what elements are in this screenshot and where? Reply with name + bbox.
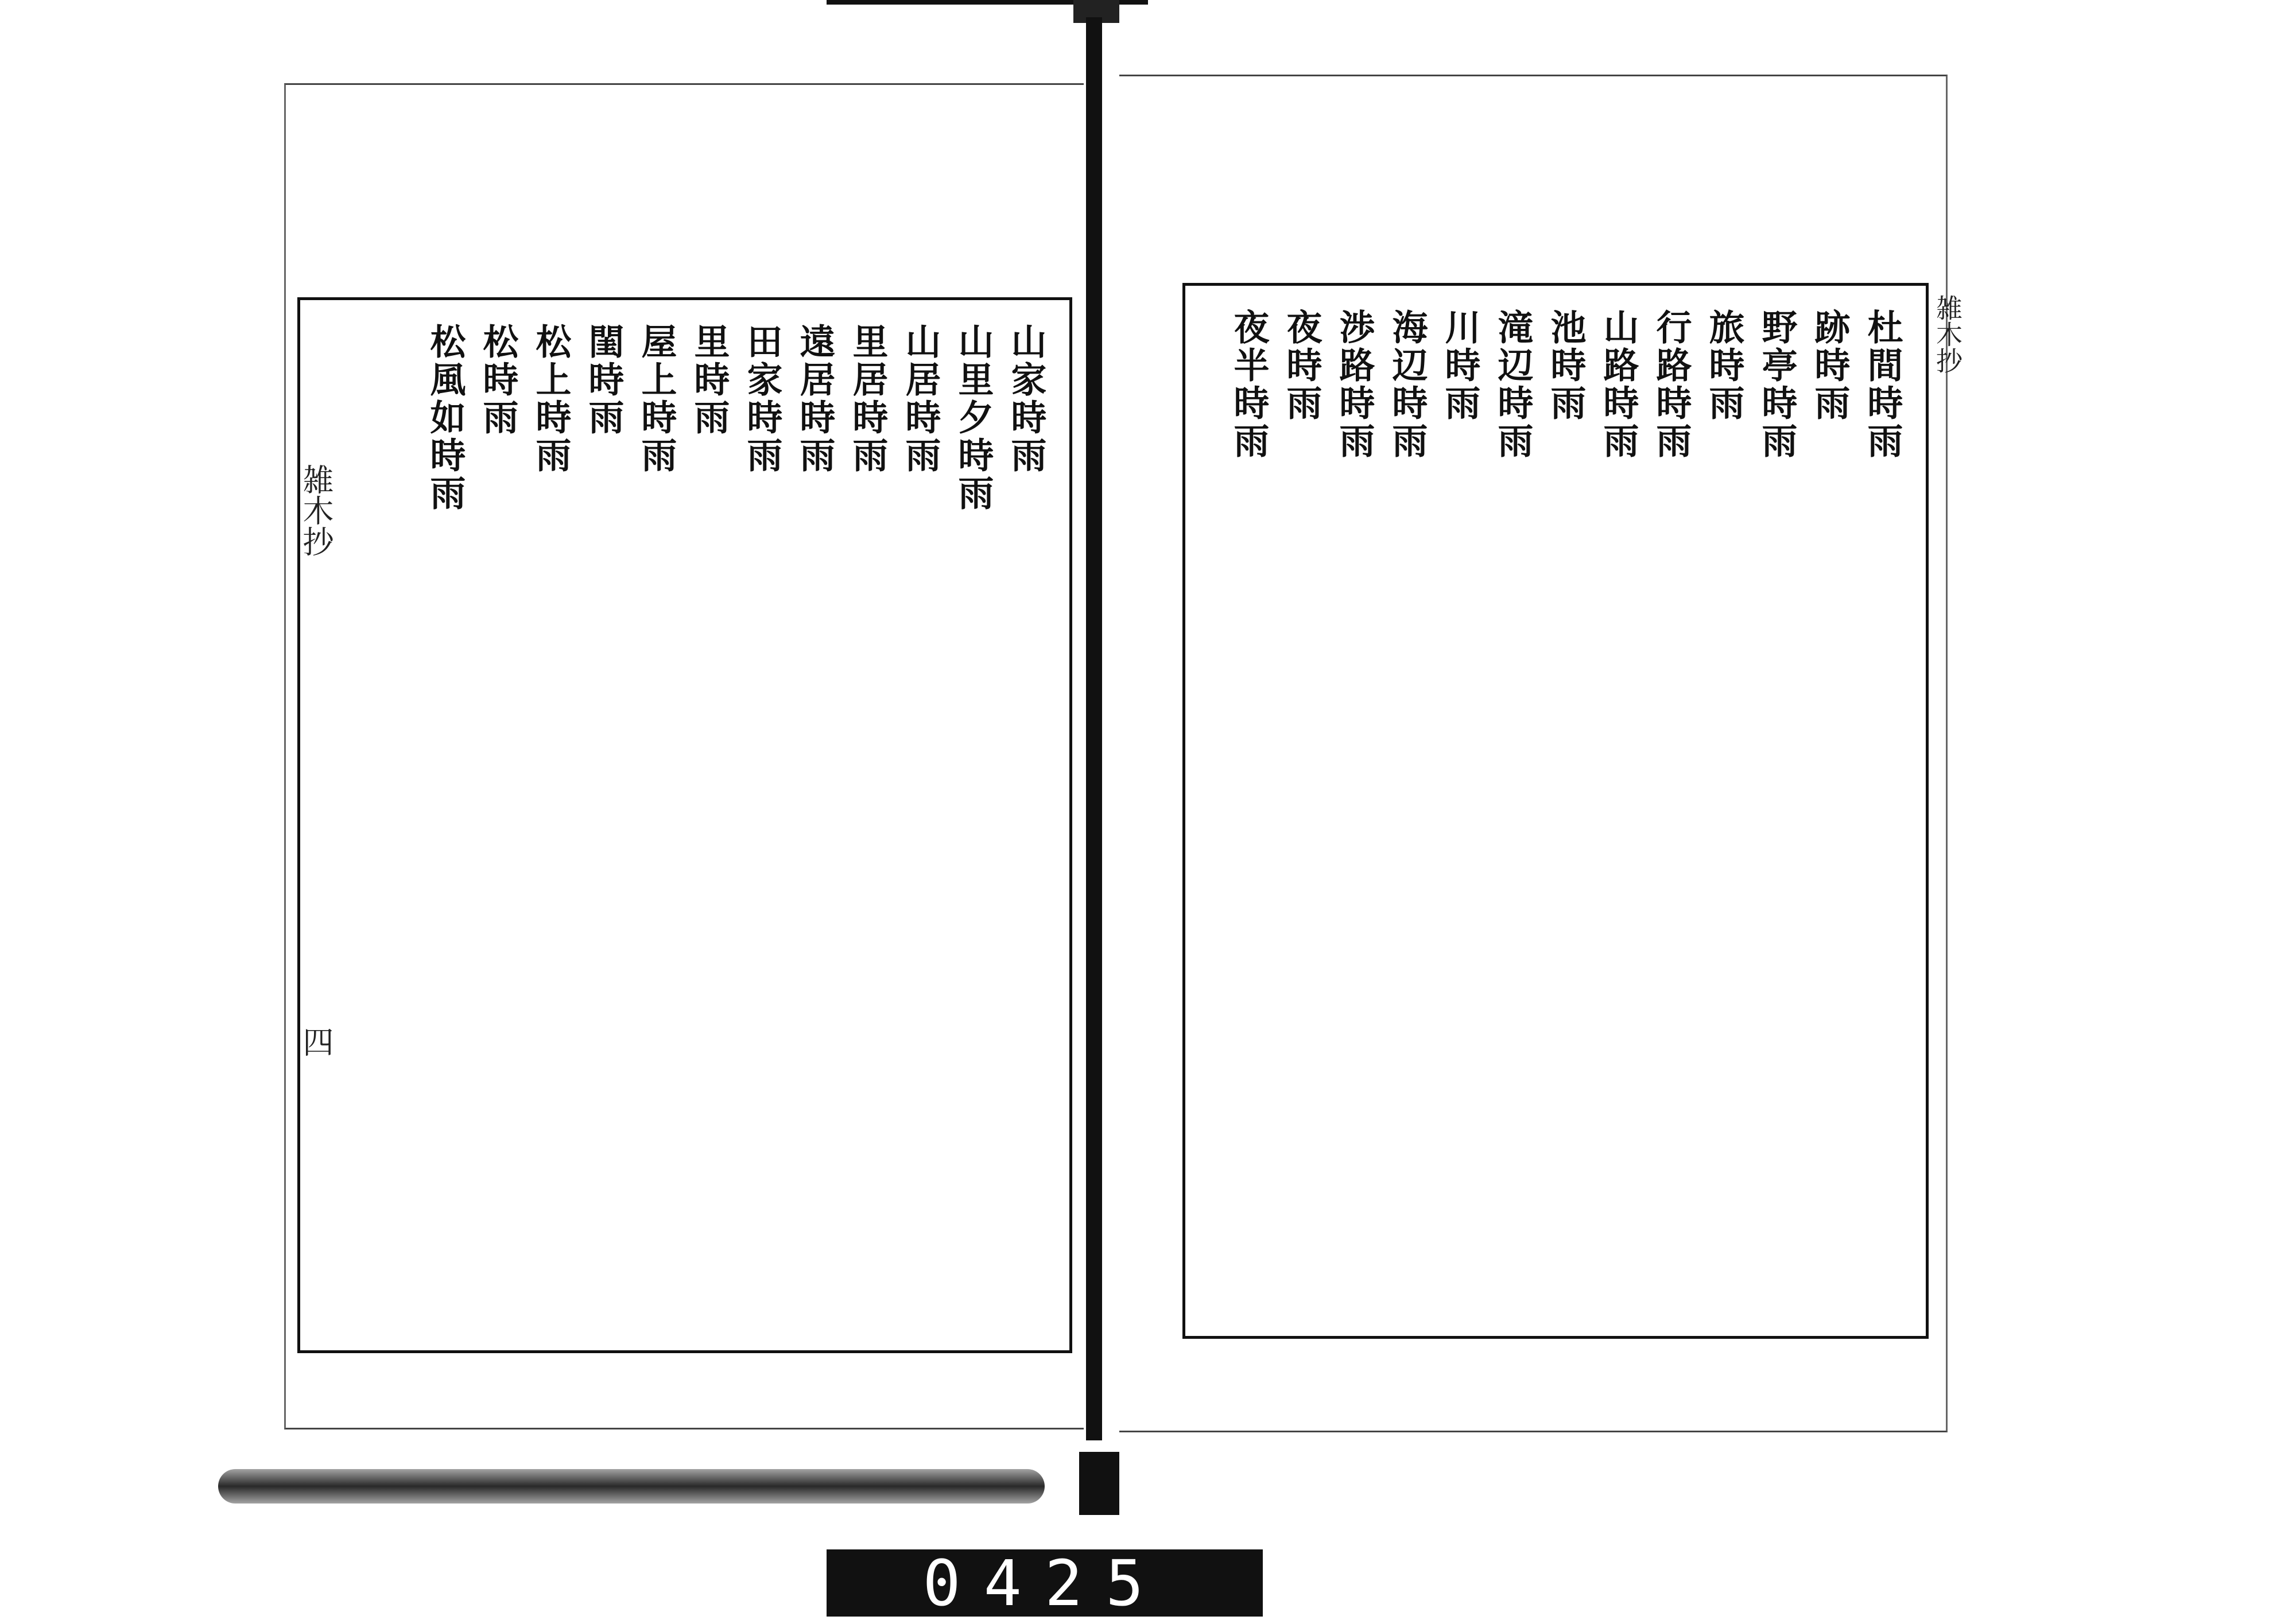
left_page-line: 山家時雨 bbox=[1005, 323, 1047, 475]
left_page-line: 松上時雨 bbox=[530, 323, 572, 475]
right-page bbox=[1119, 75, 1963, 1432]
page-shadow bbox=[218, 1469, 1045, 1504]
left_page-line: 松時雨 bbox=[477, 323, 519, 437]
left_page-line: 松風如時雨 bbox=[424, 323, 466, 512]
left_page-line: 里時雨 bbox=[688, 323, 730, 437]
left-text-block bbox=[317, 323, 1052, 1327]
folio-number: 四 bbox=[298, 1026, 334, 1057]
right_page-line: 川時雨 bbox=[1439, 309, 1481, 422]
right-text-block bbox=[1203, 309, 1909, 1313]
right_page-line: 旅時雨 bbox=[1703, 309, 1745, 422]
binding-clip bbox=[1079, 1452, 1119, 1515]
right_page-line: 池時雨 bbox=[1545, 309, 1587, 422]
right-text-frame bbox=[1182, 283, 1929, 1339]
margin-header: 雑木抄 bbox=[1932, 294, 1963, 374]
right_page-line: 行路時雨 bbox=[1650, 309, 1692, 460]
left_page-line: 屋上時雨 bbox=[635, 323, 677, 475]
right_page-line: 夜時雨 bbox=[1281, 309, 1322, 422]
binding-stem bbox=[1086, 17, 1102, 1440]
right_page-line: 野亭時雨 bbox=[1756, 309, 1798, 460]
margin-book-title: 雑木抄 bbox=[298, 464, 334, 557]
right_page-line: 滝辺時雨 bbox=[1492, 309, 1534, 460]
left-text-frame bbox=[297, 297, 1072, 1353]
right_page-line: 夜半時雨 bbox=[1228, 309, 1270, 460]
left_page-line: 遠居時雨 bbox=[794, 323, 836, 475]
right_page-line: 杜間時雨 bbox=[1861, 309, 1903, 460]
left_page-line: 山里夕時雨 bbox=[952, 323, 994, 512]
left_page-line: 田家時雨 bbox=[741, 323, 783, 475]
left-page bbox=[284, 83, 1084, 1429]
left_page-line: 山居時雨 bbox=[899, 323, 941, 475]
left_page-line: 里居時雨 bbox=[847, 323, 889, 475]
left_page-line: 閨時雨 bbox=[583, 323, 625, 437]
right_page-line: 海辺時雨 bbox=[1386, 309, 1428, 460]
right_page-line: 跡時雨 bbox=[1809, 309, 1851, 422]
right_page-line: 渉路時雨 bbox=[1333, 309, 1375, 460]
frame-number-label: 0425 bbox=[827, 1549, 1263, 1617]
right_page-line: 山路時雨 bbox=[1597, 309, 1639, 460]
